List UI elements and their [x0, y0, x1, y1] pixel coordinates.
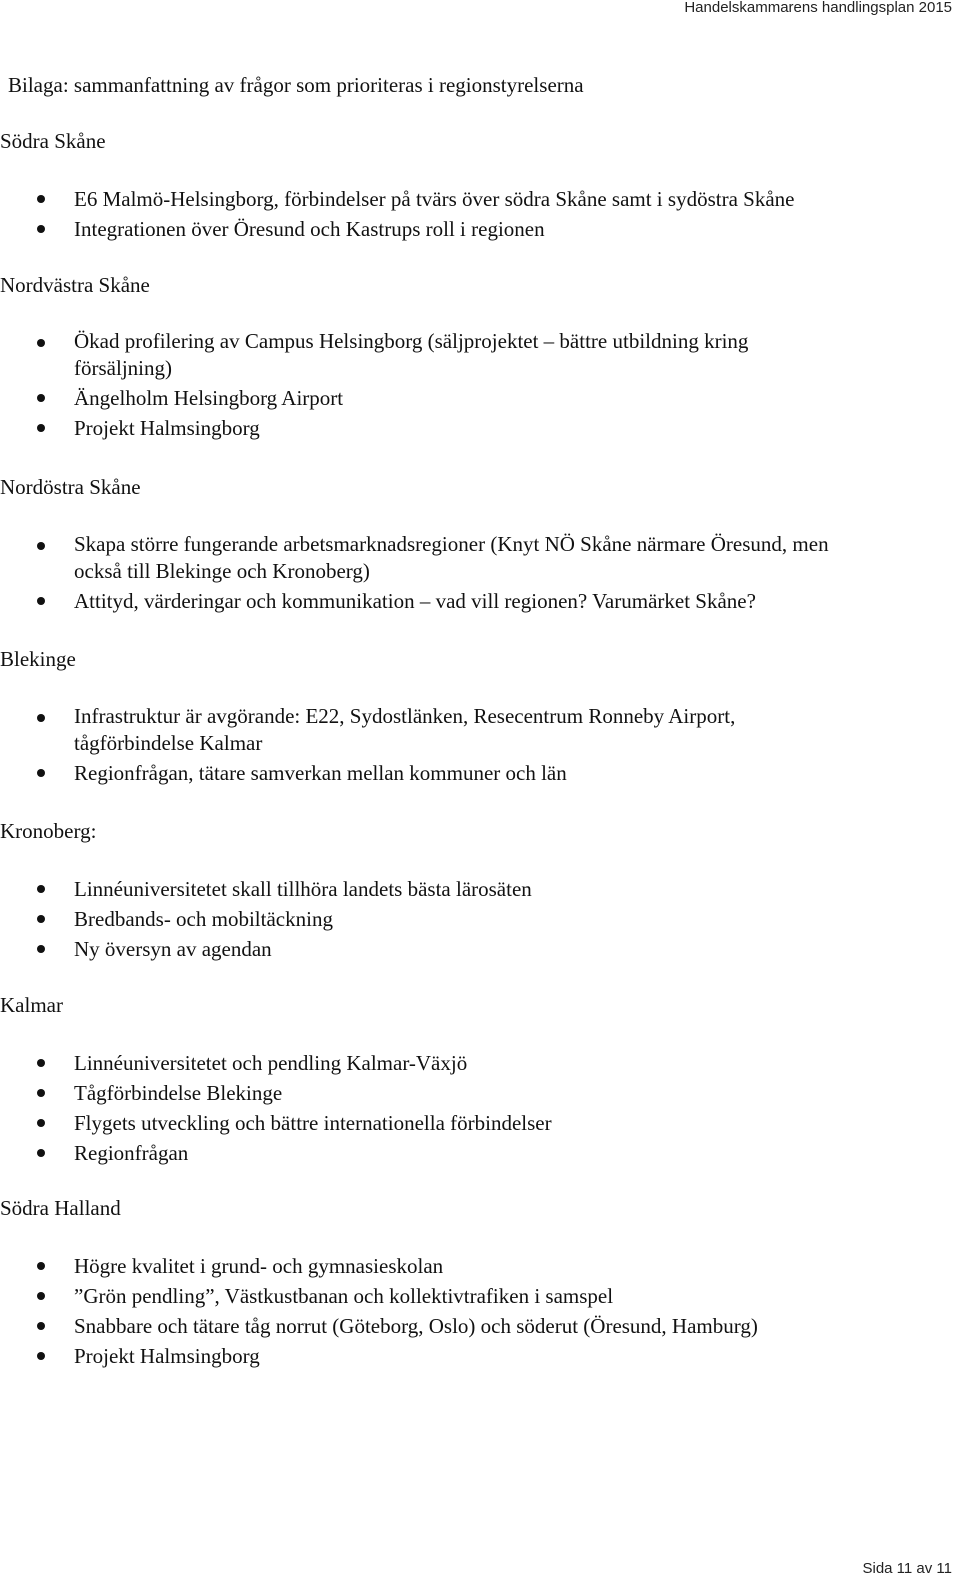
- list-item: Ny översyn av agendan: [0, 934, 960, 964]
- section-heading-sodra-skane: Södra Skåne: [0, 129, 106, 153]
- bullet-list-sodra-skane: [0, 184, 960, 244]
- list-item: Attityd, värderingar och kommunikation – vad vill regionen? Varumärket Skåne?: [0, 586, 960, 616]
- list-item: Linnéuniversitetet skall tillhöra landets bästa lärosäten: [0, 874, 960, 904]
- list-item: Integrationen över Öresund och Kastrups roll i regionen: [0, 214, 960, 244]
- section-heading-kalmar: Kalmar: [0, 993, 63, 1017]
- bullet-list-kronoberg: [0, 874, 960, 964]
- section-heading-blekinge: Blekinge: [0, 647, 76, 671]
- section-heading-nordvastra-skane: Nordvästra Skåne: [0, 273, 150, 297]
- list-item: Linnéuniversitetet och pendling Kalmar-Växjö: [0, 1048, 960, 1078]
- bullet-list-nordostra-skane: [0, 531, 960, 616]
- list-item: Ängelholm Helsingborg Airport: [0, 383, 960, 413]
- bullet-icon: [37, 394, 45, 402]
- page-number: Sida 11 av 11: [862, 1560, 952, 1577]
- section-heading-kronoberg: Kronoberg:: [0, 819, 97, 843]
- list-item: Flygets utveckling och bättre internationella förbindelser: [0, 1108, 960, 1138]
- bullet-icon: [37, 1089, 45, 1097]
- bullet-icon: [37, 1119, 45, 1127]
- list-item: Skapa större fungerande arbetsmarknadsregioner (Knyt NÖ Skåne närmare Öresund, men också till Blekinge och Kronoberg): [0, 531, 960, 585]
- bullet-icon: [37, 1352, 45, 1360]
- list-item: Ökad profilering av Campus Helsingborg (säljprojektet – bättre utbildning kring försäljning): [0, 328, 960, 382]
- bullet-icon: [37, 915, 45, 923]
- list-item: Regionfrågan, tätare samverkan mellan kommuner och län: [0, 758, 960, 788]
- list-item: Regionfrågan: [0, 1138, 960, 1168]
- list-item: Snabbare och tätare tåg norrut (Göteborg, Oslo) och söderut (Öresund, Hamburg): [0, 1311, 960, 1341]
- bullet-icon: [37, 1322, 45, 1330]
- bullet-icon: [37, 597, 45, 605]
- bullet-icon: [37, 945, 45, 953]
- bullet-icon: [37, 1149, 45, 1157]
- list-item: Projekt Halmsingborg: [0, 413, 960, 443]
- bullet-icon: [37, 339, 45, 347]
- bullet-icon: [37, 424, 45, 432]
- bullet-icon: [37, 1292, 45, 1300]
- bullet-icon: [37, 542, 45, 550]
- section-heading-nordostra-skane: Nordöstra Skåne: [0, 475, 141, 499]
- section-heading-sodra-halland: Södra Halland: [0, 1196, 121, 1220]
- bullet-list-sodra-halland: [0, 1251, 960, 1371]
- list-item: ”Grön pendling”, Västkustbanan och kollektivtrafiken i samspel: [0, 1281, 960, 1311]
- bullet-icon: [37, 769, 45, 777]
- bullet-list-nordvastra-skane: [0, 328, 960, 443]
- list-item: Högre kvalitet i grund- och gymnasieskolan: [0, 1251, 960, 1281]
- list-item: Bredbands- och mobiltäckning: [0, 904, 960, 934]
- list-item: Infrastruktur är avgörande: E22, Sydostlänken, Resecentrum Ronneby Airport, tågförbindelse Kalmar: [0, 703, 960, 757]
- bullet-icon: [37, 714, 45, 722]
- bullet-icon: [37, 1262, 45, 1270]
- list-item: Tågförbindelse Blekinge: [0, 1078, 960, 1108]
- bullet-icon: [37, 225, 45, 233]
- attachment-title: Bilaga: sammanfattning av frågor som prioriteras i regionstyrelserna: [8, 73, 584, 97]
- bullet-icon: [37, 195, 45, 203]
- bullet-icon: [37, 1059, 45, 1067]
- running-header: Handelskammarens handlingsplan 2015: [684, 0, 952, 16]
- list-item: E6 Malmö-Helsingborg, förbindelser på tvärs över södra Skåne samt i sydöstra Skåne: [0, 184, 960, 214]
- list-item: Projekt Halmsingborg: [0, 1341, 960, 1371]
- bullet-list-blekinge: [0, 703, 960, 788]
- bullet-icon: [37, 885, 45, 893]
- bullet-list-kalmar: [0, 1048, 960, 1168]
